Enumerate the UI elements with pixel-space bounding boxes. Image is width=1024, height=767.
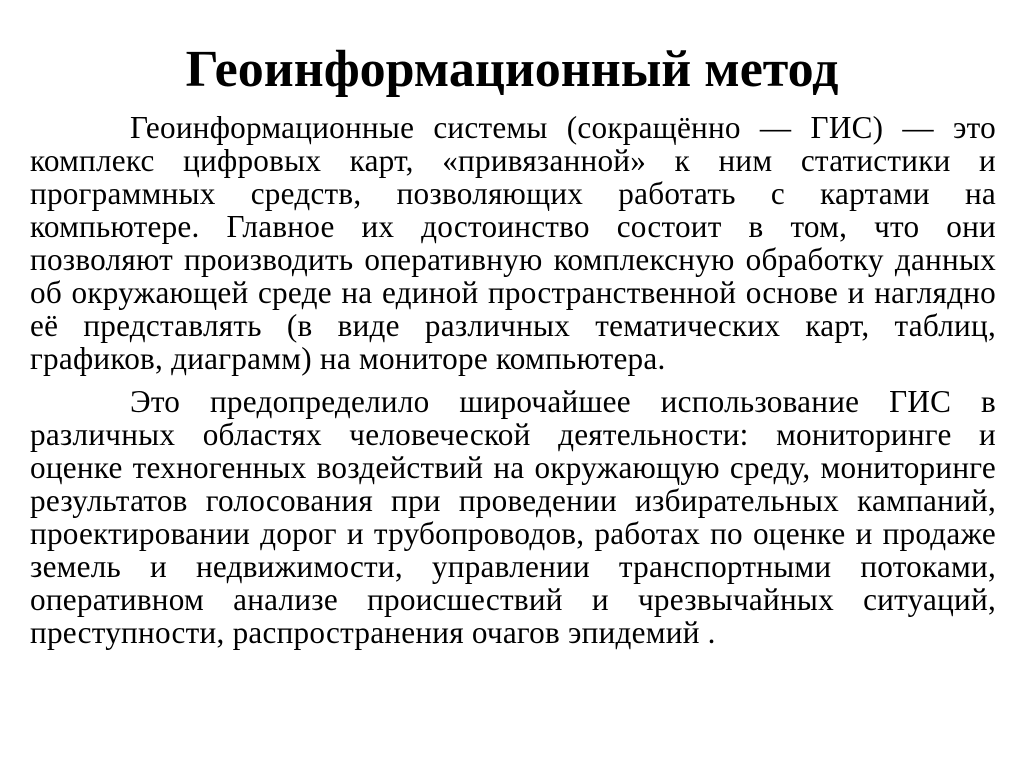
paragraph-gis-definition: Геоинформационные системы (сокращённо — ГИС) — это комплекс цифровых карт, «привязанной» к ним статистики и программных средств, позволяющих работать с картами на компьютере. Главное их достоинство состоит в том, что они позволяют производить оперативную комплексную обработку данных об окружающей среде на единой пространственной основе и наглядно её представлять (в виде различных тематических карт, таблиц, графиков, диаграмм) на мониторе компьютера. bbox=[30, 110, 996, 376]
slide-body bbox=[30, 111, 996, 649]
paragraph-gis-applications: Это предопределило широчайшее использование ГИС в различных областях человеческой деятельности: мониторинге и оценке техногенных воздействий на окружающую среду, мониторинге результатов голосования при проведении избирательных кампаний, проектировании дорог и трубопроводов, работах по оценке и продаже земель и недвижимости, управлении транспортными потоками, оперативном анализе происшествий и чрезвычайных ситуаций, преступности, распространения очагов эпидемий . bbox=[30, 384, 996, 650]
slide-title: Геоинформационный метод bbox=[185, 41, 839, 98]
